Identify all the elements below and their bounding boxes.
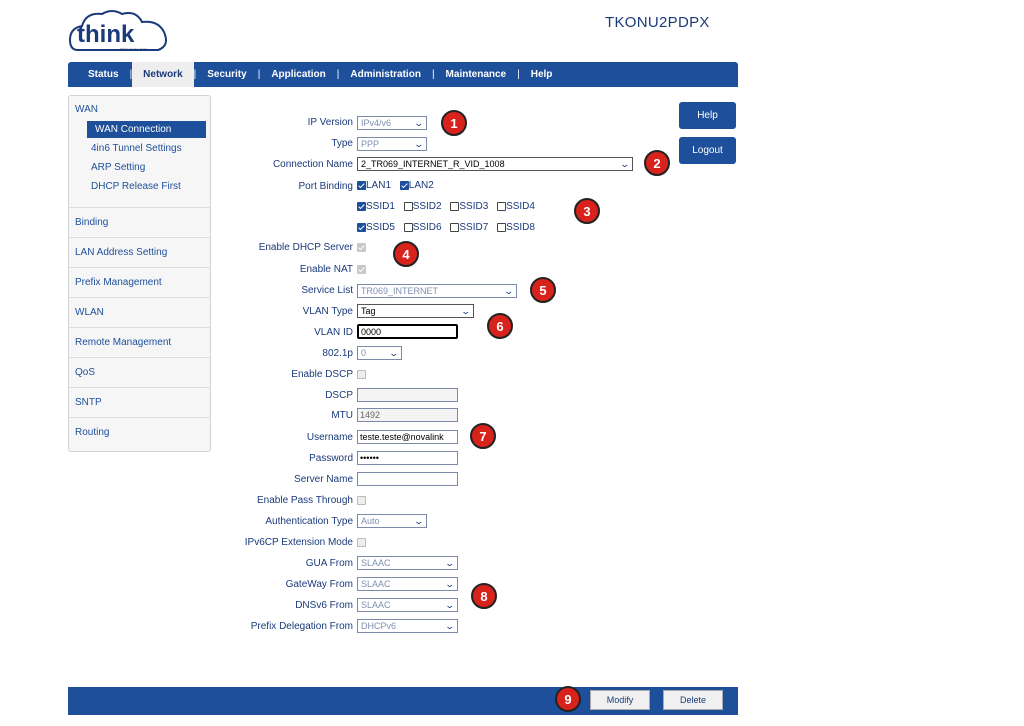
enable-pass-through-checkbox[interactable] (357, 496, 366, 505)
auth-type-select[interactable] (357, 514, 427, 528)
enable-nat-checkbox[interactable] (357, 265, 366, 274)
chevron-down-icon: ⌄ (503, 285, 515, 296)
chevron-down-icon: ⌄ (444, 557, 456, 568)
ssid1-checkbox[interactable] (357, 202, 366, 211)
vlan-type-label: VLAN Type (302, 306, 353, 317)
annotation-badge-5: 5 (530, 277, 556, 303)
dot1p-value: 0 (361, 348, 367, 358)
sidebar-item-lan-address[interactable]: LAN Address Setting (69, 238, 210, 268)
dscp-input[interactable] (357, 388, 458, 402)
delete-button[interactable]: Delete (663, 690, 723, 710)
ip-version-value: IPv4/v6 (361, 118, 392, 128)
lan2-checkbox[interactable] (400, 181, 409, 190)
nav-security[interactable]: Security (207, 69, 247, 80)
ip-version-label: IP Version (307, 117, 353, 128)
mtu-label: MTU (331, 410, 353, 421)
ssid6-checkbox[interactable] (404, 223, 413, 232)
service-list-select[interactable] (357, 284, 517, 298)
sidebar-item-wlan[interactable]: WLAN (69, 298, 210, 328)
ssid2-label: SSID2 (412, 201, 442, 212)
svg-text:think: think (77, 21, 135, 48)
gateway-from-value: SLAAC (361, 579, 391, 589)
nav-network[interactable]: Network (132, 62, 193, 87)
enable-dscp-label: Enable DSCP (291, 369, 353, 380)
vlan-id-label: VLAN ID (314, 327, 353, 338)
ipv6cp-ext-checkbox[interactable] (357, 538, 366, 547)
enable-dscp-wrap (357, 369, 366, 380)
gua-from-value: SLAAC (361, 558, 391, 568)
annotation-badge-2: 2 (644, 150, 670, 176)
enable-dhcp-server-checkbox[interactable] (357, 243, 366, 252)
ssid8-label: SSID8 (506, 222, 535, 233)
ssid3-checkbox[interactable] (450, 202, 459, 211)
ssid1-label: SSID1 (366, 201, 395, 212)
annotation-badge-1: 1 (441, 110, 467, 136)
connection-name-select[interactable] (357, 157, 633, 171)
auth-type-label: Authentication Type (265, 516, 353, 527)
main-nav: Status | Network | Security | Application | Administration | Maintenance | Help (68, 62, 738, 87)
password-label: Password (309, 453, 353, 464)
device-name: TKONU2PDPX (605, 14, 710, 31)
lan1-checkbox[interactable] (357, 181, 366, 190)
chevron-down-icon: ⌄ (619, 158, 631, 169)
sidebar-item-arp-setting[interactable]: ARP Setting (91, 162, 146, 173)
sidebar-item-wan[interactable]: WAN (75, 104, 98, 115)
gua-from-label: GUA From (305, 558, 353, 569)
chevron-down-icon: ⌄ (444, 578, 456, 589)
password-input[interactable]: •••••• (357, 451, 458, 465)
ssid4-label: SSID4 (506, 201, 535, 212)
ipv6cp-ext-wrap (357, 537, 366, 548)
connection-name-label: Connection Name (272, 159, 353, 170)
nav-status[interactable]: Status (88, 69, 119, 80)
enable-nat-label: Enable NAT (299, 264, 353, 275)
enable-pass-through-wrap (357, 495, 366, 506)
annotation-badge-9: 9 (555, 686, 581, 712)
ssid2-checkbox[interactable] (404, 202, 413, 211)
ipv6cp-ext-label: IPv6CP Extension Mode (244, 537, 353, 548)
chevron-down-icon: ⌄ (444, 620, 456, 631)
port-binding-ssid-row-1 (357, 201, 541, 212)
enable-dhcp-server-wrap (357, 242, 366, 253)
ssid5-checkbox[interactable] (357, 223, 366, 232)
ssid8-checkbox[interactable] (497, 223, 506, 232)
modify-button[interactable]: Modify (590, 690, 650, 710)
ssid4-checkbox[interactable] (497, 202, 506, 211)
annotation-badge-3: 3 (574, 198, 600, 224)
auth-type-value: Auto (361, 516, 380, 526)
sidebar-item-binding[interactable]: Binding (69, 208, 210, 238)
nav-administration[interactable]: Administration (350, 69, 421, 80)
think-logo (68, 6, 172, 56)
vlan-type-select[interactable] (357, 304, 474, 318)
nav-maintenance[interactable]: Maintenance (445, 69, 507, 80)
dot1p-label: 802.1p (322, 348, 353, 359)
dscp-label: DSCP (325, 390, 353, 401)
vlan-type-value: Tag (361, 306, 376, 316)
chevron-down-icon: ⌄ (444, 599, 456, 610)
ssid3-label: SSID3 (459, 201, 489, 212)
username-input[interactable]: teste.teste@novalink (357, 430, 458, 444)
gua-from-select[interactable] (357, 556, 458, 570)
chevron-down-icon: ⌄ (413, 515, 425, 526)
mtu-input[interactable]: 1492 (357, 408, 458, 422)
enable-nat-wrap (357, 264, 366, 275)
annotation-badge-4: 4 (393, 241, 419, 267)
sidebar-item-wan-connection[interactable]: WAN Connection (87, 121, 206, 138)
sidebar-item-qos[interactable]: QoS (69, 358, 210, 388)
dot1p-select[interactable] (357, 346, 402, 360)
annotation-badge-7: 7 (470, 423, 496, 449)
ssid5-label: SSID5 (366, 222, 395, 233)
username-label: Username (306, 432, 353, 443)
port-binding-lan-row (357, 180, 440, 191)
ssid7-checkbox[interactable] (450, 223, 459, 232)
help-button[interactable]: Help (679, 102, 736, 129)
sidebar (68, 95, 211, 452)
prefix-delegation-select[interactable] (357, 619, 458, 633)
sidebar-item-dhcp-release[interactable]: DHCP Release First (91, 181, 181, 192)
lan2-label: LAN2 (408, 180, 434, 191)
enable-dhcp-server-label: Enable DHCP Server (258, 242, 353, 253)
gateway-from-label: GateWay From (285, 579, 353, 590)
prefix-delegation-label: Prefix Delegation From (250, 621, 353, 632)
server-name-label: Server Name (294, 474, 353, 485)
service-list-value: TR069_INTERNET (361, 286, 439, 296)
enable-dscp-checkbox[interactable] (357, 370, 366, 379)
chevron-down-icon: ⌄ (460, 305, 472, 316)
logout-button[interactable]: Logout (679, 137, 736, 164)
service-list-label: Service List (301, 285, 353, 296)
sidebar-item-4in6-tunnel[interactable]: 4in6 Tunnel Settings (91, 143, 182, 154)
sidebar-item-remote[interactable]: Remote Management (69, 328, 210, 358)
nav-application[interactable]: Application (271, 69, 326, 80)
dnsv6-from-value: SLAAC (361, 600, 391, 610)
annotation-badge-6: 6 (487, 313, 513, 339)
sidebar-group-wan (69, 96, 210, 208)
enable-pass-through-label: Enable Pass Through (257, 495, 353, 506)
annotation-badge-8: 8 (471, 583, 497, 609)
nav-help[interactable]: Help (530, 69, 553, 80)
dnsv6-from-label: DNSv6 From (295, 600, 353, 611)
vlan-id-input[interactable]: 0000 (357, 324, 458, 339)
sidebar-item-sntp[interactable]: SNTP (69, 388, 210, 418)
dnsv6-from-select[interactable] (357, 598, 458, 612)
connection-name-value: 2_TR069_INTERNET_R_VID_1008 (361, 159, 505, 169)
chevron-down-icon: ⌄ (413, 138, 425, 149)
chevron-down-icon: ⌄ (388, 347, 400, 358)
lan1-label: LAN1 (366, 180, 392, 191)
ssid7-label: SSID7 (459, 222, 489, 233)
type-select[interactable] (357, 137, 427, 151)
type-label: Type (331, 138, 353, 149)
sidebar-item-routing[interactable]: Routing (75, 427, 110, 438)
gateway-from-select[interactable] (357, 577, 458, 591)
svg-text:TECHNOLOGY: TECHNOLOGY (120, 47, 149, 52)
server-name-input[interactable] (357, 472, 458, 486)
port-binding-label: Port Binding (298, 181, 353, 192)
ssid6-label: SSID6 (412, 222, 442, 233)
type-value: PPP (361, 139, 380, 149)
sidebar-item-prefix[interactable]: Prefix Management (69, 268, 210, 298)
ip-version-select[interactable] (357, 116, 427, 130)
chevron-down-icon: ⌄ (413, 117, 425, 128)
port-binding-ssid-row-2 (357, 222, 541, 233)
prefix-delegation-value: DHCPv6 (361, 621, 397, 631)
